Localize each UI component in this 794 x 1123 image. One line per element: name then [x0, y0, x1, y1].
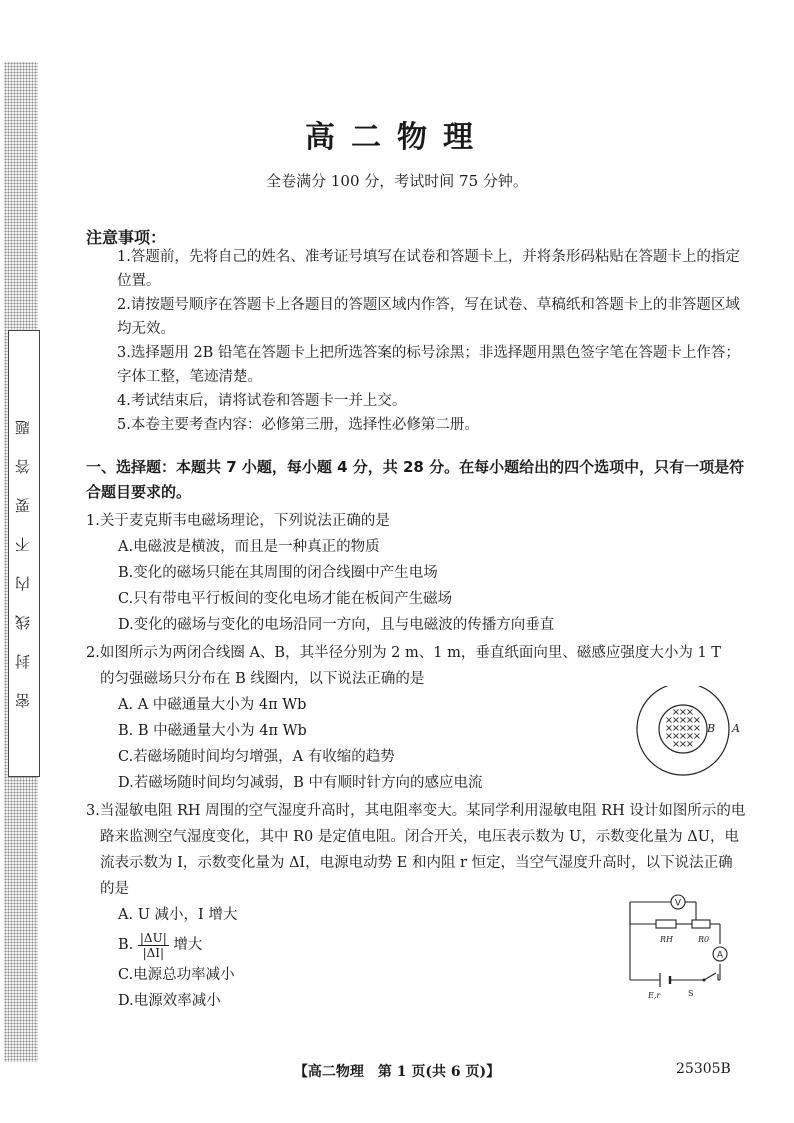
field-cross: × [692, 731, 702, 742]
field-cross: × [671, 707, 681, 718]
option-d: D.若磁场随时间均匀减弱，B 中有顺时针方向的感应电流 [118, 775, 483, 791]
field-cross: × [692, 715, 702, 726]
option-a: A. U 减小，I 增大 [118, 907, 238, 923]
notice-heading: 注意事项： [86, 228, 167, 247]
switch-pivot [703, 979, 706, 982]
rh-label: RH [660, 935, 673, 944]
seal-line-text: 密封线内不要答题 [14, 396, 32, 709]
page-footer: 【高二物理 第 1 页(共 6 页)】 [293, 1064, 501, 1080]
field-cross: × [685, 707, 695, 718]
resistor-r0 [692, 920, 710, 928]
resistor-rh [656, 920, 676, 928]
option-b-text: 增大 [173, 937, 203, 953]
option-c: C.电源总功率减小 [118, 967, 235, 983]
section-heading: 一、选择题：本题共 7 小题，每小题 4 分，共 28 分。在每小题给出的四个选项中，只有一项是符合题目要求的。 [86, 458, 745, 501]
circuit-diagram [620, 890, 742, 1002]
option-a: A.电磁波是横波，而且是一种真正的物质 [118, 539, 380, 555]
field-cross: × [664, 731, 674, 742]
coil-a-label: A [732, 722, 740, 735]
fraction-denominator: |ΔI| [142, 945, 165, 960]
source-label: E,r [648, 991, 661, 1000]
option-b: B.变化的磁场只能在其周围的闭合线圈中产生电场 [118, 565, 438, 581]
field-cross: × [671, 739, 681, 750]
notice-item: 3.选择题用 2B 铅笔在答题卡上把所选答案的标号涂黑；非选择题用黑色签字笔在答题卡上作答；字体工整，笔迹清楚。 [117, 345, 740, 385]
coil-b-label: B [707, 722, 716, 735]
notice-item: 1.答题前，先将自己的姓名、准考证号填写在试卷和答题卡上，并将条形码粘贴在答题卡上的指定位置。 [117, 249, 740, 289]
ammeter-label: A [716, 950, 724, 961]
question-stem: 2.如图所示为两闭合线圈 A、B，其半径分别为 2 m、1 m，垂直纸面向里、磁感应强度大小为 1 T 的匀强磁场只分布在 B 线圈内，以下说法正确的是 [86, 645, 721, 687]
coil-figure [628, 686, 748, 786]
field-cross: × [678, 731, 688, 742]
r0-label: R0 [698, 935, 710, 944]
question-stem: 3.当湿敏电阻 RH 周围的空气湿度升高时，其电阻率变大。某同学利用湿敏电阻 RH 设计如图所示的电路来监测空气湿度变化，其中 R0 是定值电阻。闭合开关，电压表示数为 U，示数变化量为 ΔU，电流表示数为 I，示数变化量为 ΔI，电源电动势 E 和内阻 r 恒定，当空气湿度升高时，以下说法正确的是 [86, 803, 746, 897]
field-cross: × [685, 715, 695, 726]
field-cross: × [678, 723, 688, 734]
paper-code: 25305B [676, 1061, 731, 1077]
voltmeter-label: V [674, 898, 682, 909]
question-1 [86, 508, 746, 638]
field-cross: × [685, 723, 695, 734]
option-d: D.变化的磁场与变化的电场沿同一方向，且与电磁波的传播方向垂直 [118, 617, 555, 633]
exam-info: 全卷满分 100 分，考试时间 75 分钟。 [266, 172, 528, 190]
option-b: B. B 中磁通量大小为 4π Wb [118, 723, 307, 739]
notice-item: 5.本卷主要考查内容：必修第三册，选择性必修第二册。 [117, 417, 479, 433]
option-c: C.若磁场随时间均匀增强，A 有收缩的趋势 [118, 749, 395, 765]
switch-label: S [688, 989, 694, 998]
option-a: A. A 中磁通量大小为 4π Wb [118, 697, 307, 713]
ratio-fraction [138, 931, 169, 960]
option-d: D.电源效率减小 [118, 993, 221, 1009]
field-cross: × [685, 739, 695, 750]
notice-item: 2.请按题号顺序在答题卡上各题目的答题区域内作答，写在试卷、草稿纸和答题卡上的非答题区域均无效。 [117, 297, 740, 337]
page-title: 高二物理 [305, 120, 489, 155]
field-cross: × [671, 715, 681, 726]
field-cross: × [664, 715, 674, 726]
question-stem: 1.关于麦克斯韦电磁场理论，下列说法正确的是 [86, 513, 390, 529]
field-cross: × [678, 707, 688, 718]
notice-item: 4.考试结束后，请将试卷和答题卡一并上交。 [117, 393, 407, 409]
field-cross: × [678, 739, 688, 750]
field-cross: × [671, 731, 681, 742]
field-cross: × [678, 715, 688, 726]
option-b-label: B. [118, 937, 134, 953]
fraction-numerator: |ΔU| [139, 930, 167, 945]
battery [660, 973, 670, 987]
field-cross: × [692, 723, 702, 734]
notice-list [117, 245, 745, 437]
field-cross: × [664, 723, 674, 734]
field-cross: × [671, 723, 681, 734]
field-cross: × [685, 731, 695, 742]
option-c: C.只有带电平行板间的变化电场才能在板间产生磁场 [118, 591, 453, 607]
magnetic-field [665, 707, 701, 750]
